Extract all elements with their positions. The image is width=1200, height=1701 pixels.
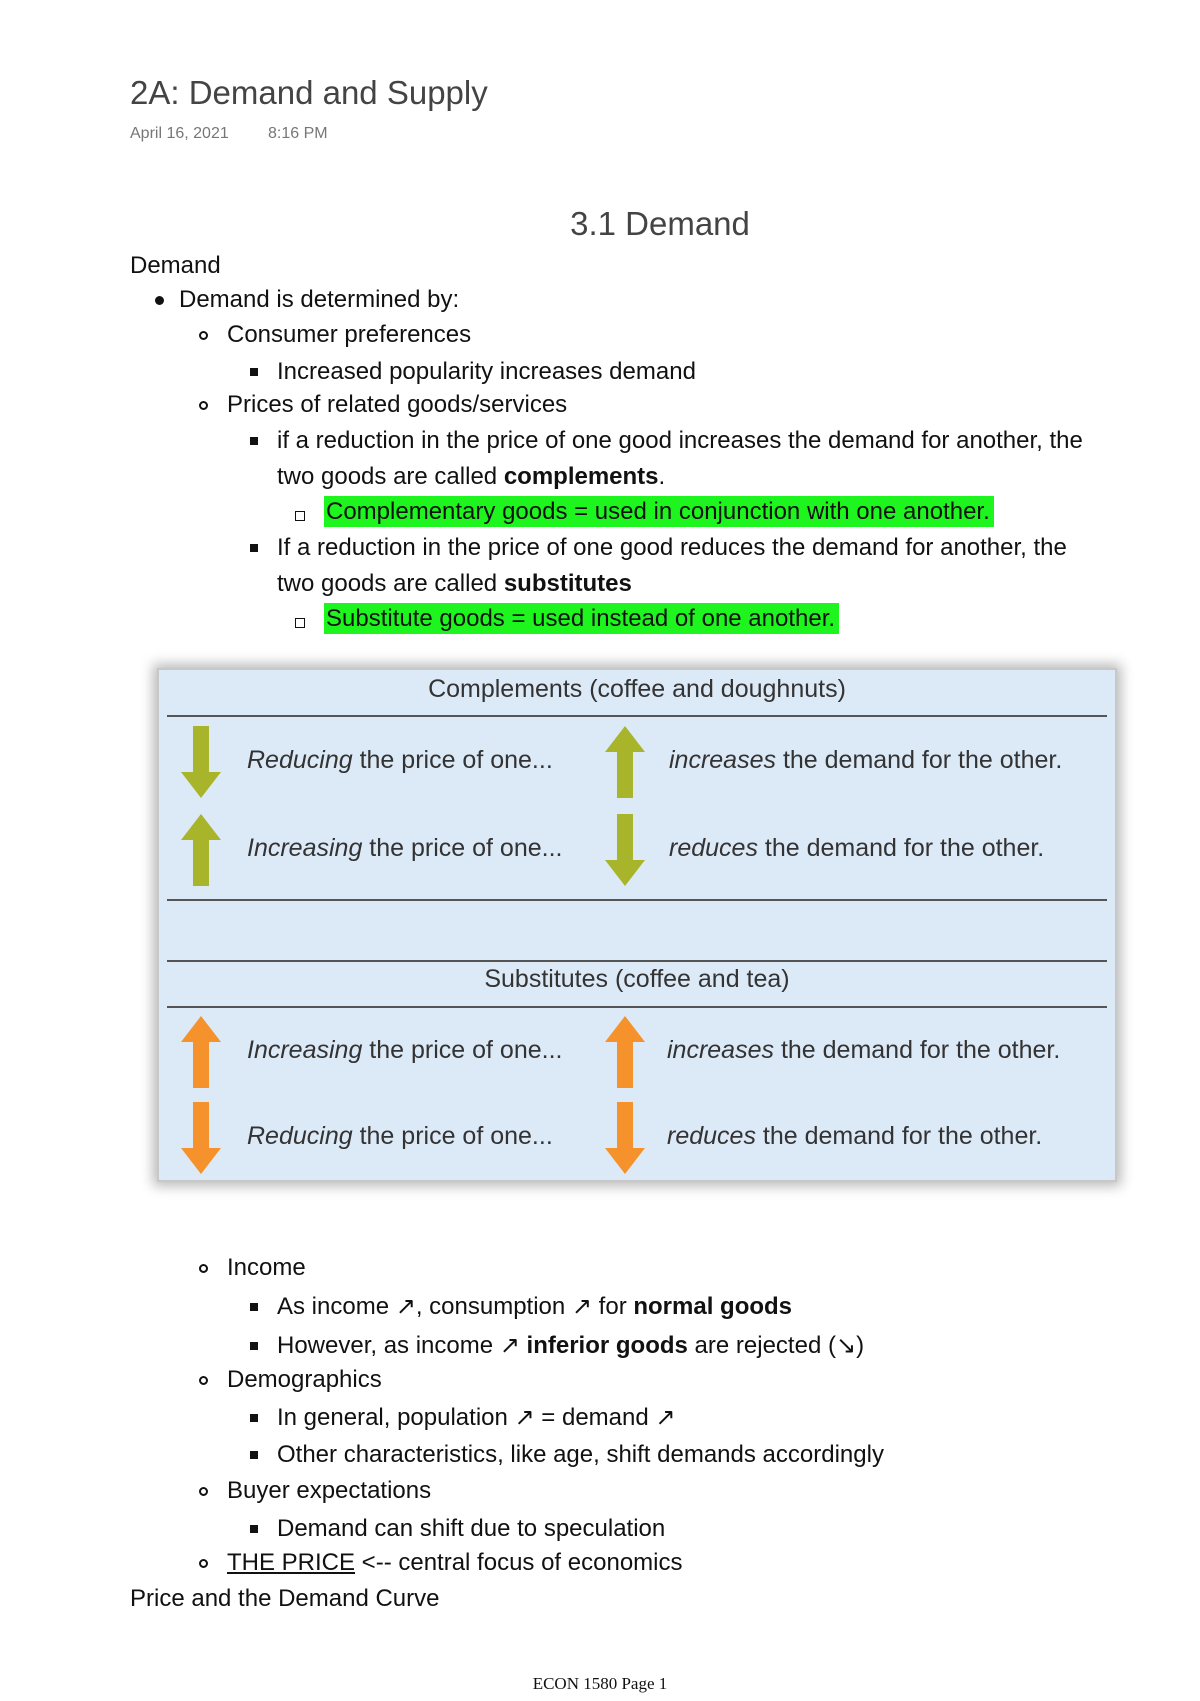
demand-label: Demand [130, 252, 221, 279]
the-price-term: THE PRICE [227, 1549, 356, 1576]
complements-line-1: if a reduction in the price of one good increases the demand for another, the [277, 427, 1083, 454]
substitutes-line-1: If a reduction in the price of one good reduces the demand for another, the [277, 534, 1067, 561]
section-heading: 3.1 Demand [570, 205, 750, 242]
determined-by-text: Demand is determined by: [179, 286, 460, 313]
bullet-icon [155, 296, 164, 305]
circle-bullet-icon [199, 1559, 208, 1568]
page-date: April 16, 2021 [130, 125, 229, 142]
the-price-text: THE PRICE <-- central focus of economics [227, 1549, 683, 1576]
arrow-up-icon [181, 814, 221, 886]
complements-title: Complements (coffee and doughnuts) [428, 675, 846, 703]
substitutes-line-2 [277, 569, 632, 599]
substitutes-row-2-right: reduces the demand for the other. [667, 1122, 1043, 1150]
normal-goods-term: normal goods [633, 1293, 793, 1320]
arrow-down-icon [181, 726, 221, 798]
page-title: 2A: Demand and Supply [130, 74, 488, 111]
buyer-expectations-text: Buyer expectations [227, 1477, 432, 1504]
substitutes-term: substitutes [503, 570, 632, 597]
inferior-goods-term: inferior goods [526, 1332, 688, 1359]
divider [167, 960, 1107, 962]
arrow-up-icon [605, 1016, 645, 1088]
hollow-square-bullet-icon [295, 511, 305, 521]
substitutes-definition: Substitute goods = used instead of one another. [324, 603, 839, 634]
circle-bullet-icon [199, 1487, 208, 1496]
buyer-expectations-item-1: Demand can shift due to speculation [277, 1515, 666, 1542]
square-bullet-icon [250, 1342, 258, 1350]
square-bullet-icon [250, 1525, 258, 1533]
substitutes-row-1-left: Increasing the price of one... [247, 1036, 563, 1064]
complements-term: complements [503, 463, 659, 490]
arrow-down-icon [605, 1102, 645, 1174]
hollow-square-bullet-icon [295, 618, 305, 628]
divider [167, 715, 1107, 717]
demographics-item-2: Other characteristics, like age, shift demands accordingly [277, 1441, 884, 1468]
complements-line-2-pre: two goods are called [277, 463, 504, 490]
circle-bullet-icon [199, 1376, 208, 1385]
circle-bullet-icon [199, 401, 208, 410]
complements-row-1-right: increases the demand for the other. [669, 746, 1063, 774]
square-bullet-icon [250, 437, 258, 445]
complements-substitutes-figure [157, 668, 1117, 1182]
consumer-pref-text: Consumer preferences [227, 321, 472, 348]
substitutes-title: Substitutes (coffee and tea) [484, 965, 790, 993]
circle-bullet-icon [199, 331, 208, 340]
substitutes-line-2-pre: two goods are called [277, 570, 504, 597]
demographics-item-1: In general, population ↗ = demand ↗ [277, 1404, 676, 1431]
square-bullet-icon [250, 1451, 258, 1459]
square-bullet-icon [250, 368, 258, 376]
circle-bullet-icon [199, 1264, 208, 1273]
income-item-2: However, as income ↗ inferior goods are rejected (↘) [277, 1332, 865, 1359]
substitutes-row-1-right: increases the demand for the other. [667, 1036, 1061, 1064]
arrow-up-icon [181, 1016, 221, 1088]
complements-line-2-post: . [658, 463, 666, 490]
demand-curve-heading: Price and the Demand Curve [130, 1585, 440, 1612]
popularity-text: Increased popularity increases demand [277, 358, 696, 385]
arrow-up-icon [605, 726, 645, 798]
square-bullet-icon [250, 1414, 258, 1422]
complements-line-2 [277, 462, 665, 492]
income-item-1: As income ↗, consumption ↗ for normal goods [277, 1293, 793, 1320]
arrow-down-icon [605, 814, 645, 886]
divider [167, 1006, 1107, 1008]
substitutes-row-2-left: Reducing the price of one... [247, 1122, 553, 1150]
complements-definition: Complementary goods = used in conjunction with one another. [324, 496, 994, 527]
complements-row-2-left: Increasing the price of one... [247, 834, 563, 862]
square-bullet-icon [250, 1303, 258, 1311]
page-footer: ECON 1580 Page 1 [532, 1674, 668, 1693]
income-text: Income [227, 1254, 306, 1281]
demographics-text: Demographics [227, 1366, 382, 1393]
complements-row-1-left: Reducing the price of one... [247, 746, 553, 774]
related-goods-text: Prices of related goods/services [227, 391, 568, 418]
square-bullet-icon [250, 544, 258, 552]
arrow-down-icon [181, 1102, 221, 1174]
divider [167, 899, 1107, 901]
complements-row-2-right: reduces the demand for the other. [669, 834, 1045, 862]
page-time: 8:16 PM [268, 125, 328, 142]
